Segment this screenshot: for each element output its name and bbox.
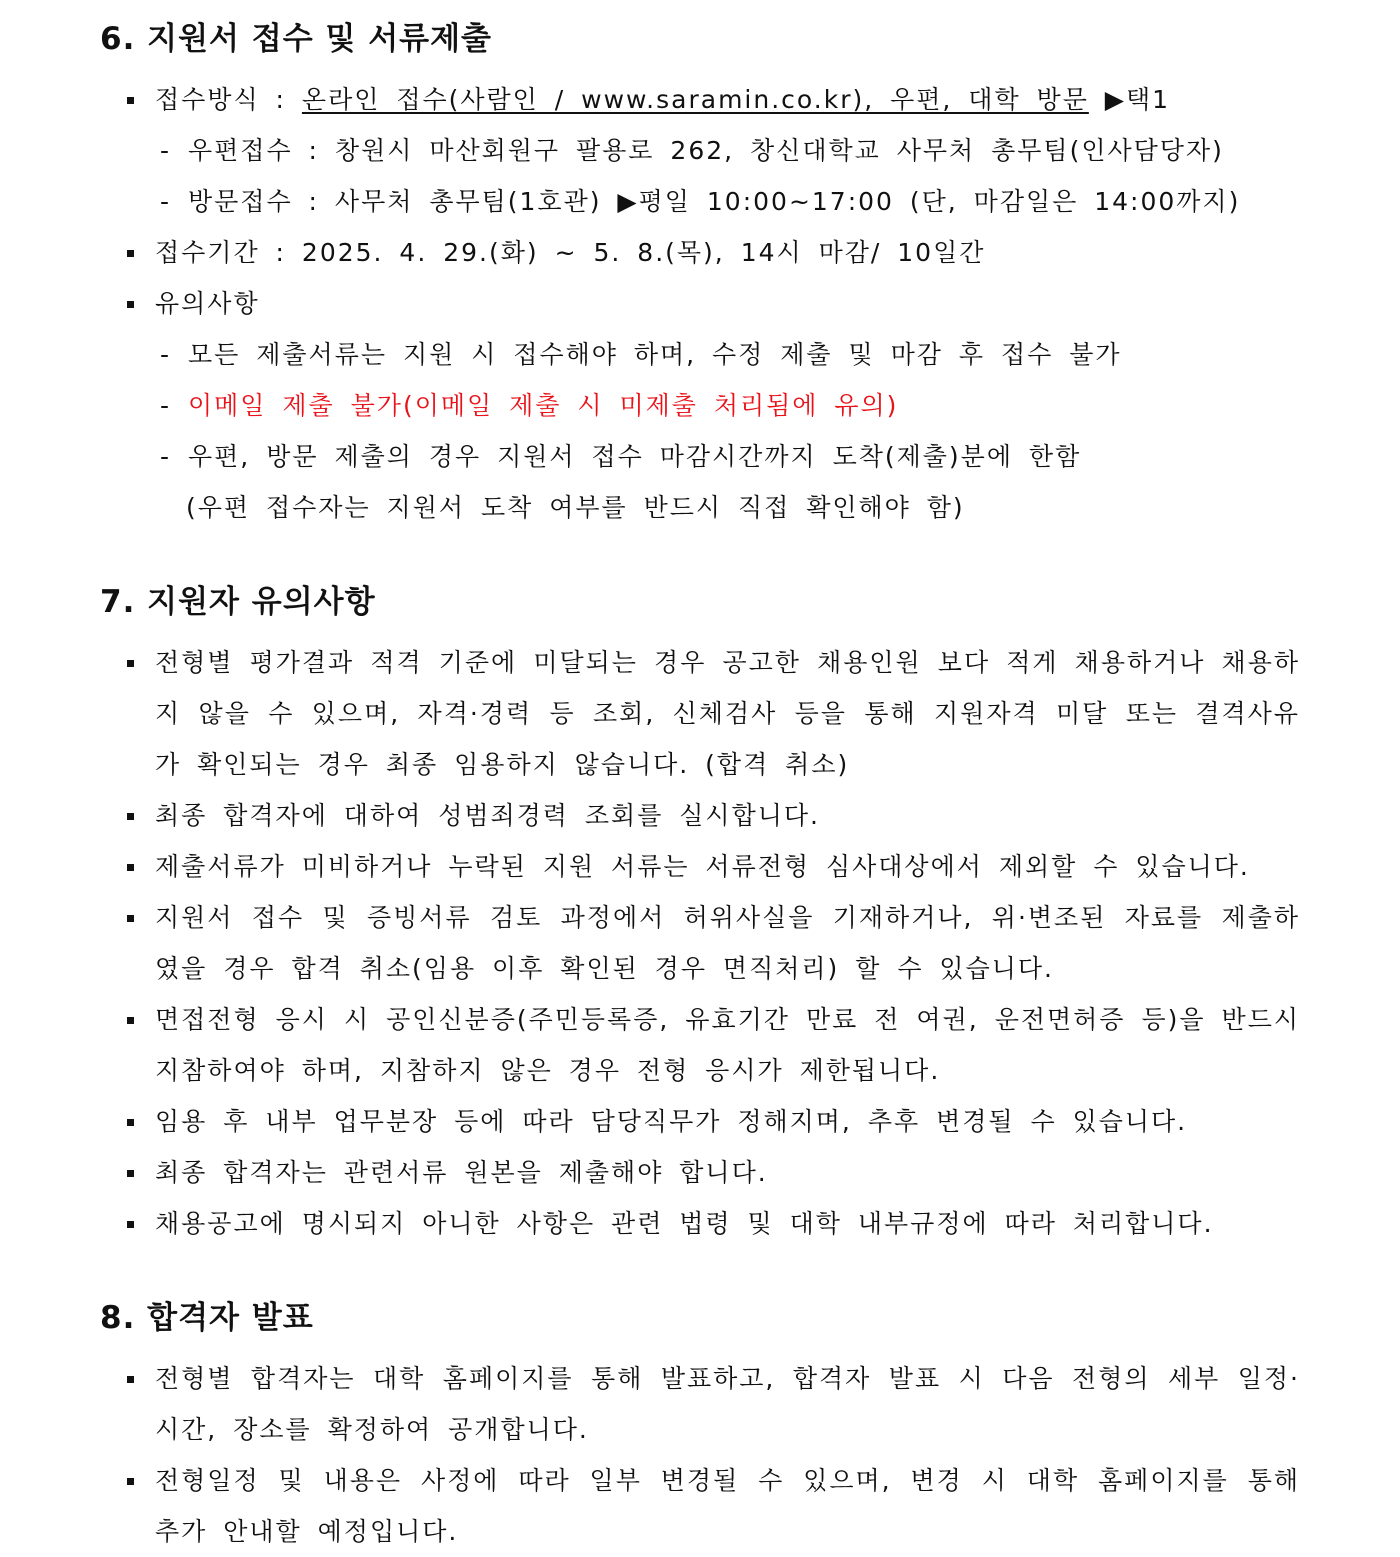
list-item <box>0 74 1400 125</box>
sub-item <box>0 329 1400 380</box>
list-item <box>0 1096 1400 1147</box>
bullet-square-icon <box>127 1170 134 1177</box>
list-item <box>0 637 1400 790</box>
bullet-square-icon <box>127 813 134 820</box>
note-text: 모든 제출서류는 지원 시 접수해야 하며, 수정 제출 및 마감 후 접수 불가 <box>188 340 1122 369</box>
item-text: 임용 후 내부 업무분장 등에 따라 담당직무가 정해지며, 추후 변경될 수 있습니다. <box>155 1107 1188 1136</box>
sub-item <box>0 176 1400 227</box>
list-item <box>0 278 1400 329</box>
bullet-square-icon <box>127 1017 134 1024</box>
bullet-square-icon <box>127 864 134 871</box>
bullet-square-icon <box>127 1478 134 1485</box>
list-item <box>0 841 1400 892</box>
item-text: 제출서류가 미비하거나 누락된 지원 서류는 서류전형 심사대상에서 제외할 수 있습니다. <box>155 852 1250 881</box>
section-heading: 6. 지원서 접수 및 서류제출 <box>100 21 492 57</box>
item-text: 면접전형 응시 시 공인신분증(주민등록증, 유효기간 만료 전 여권, 운전면허증 등)을 반드시 지참하여야 하며, 지참하지 않은 경우 전형 응시가 제한됩니다. <box>155 1005 1300 1085</box>
section-application <box>0 14 1400 533</box>
item-text: 최종 합격자는 관련서류 원본을 제출해야 합니다. <box>155 1158 768 1187</box>
sub-item-warning <box>0 380 1400 431</box>
method-label: 접수방식 : <box>155 85 302 114</box>
item-text: 전형별 평가결과 적격 기준에 미달되는 경우 공고한 채용인원 보다 적게 채용하거나 채용하지 않을 수 있으며, 자격·경력 등 조회, 신체검사 등을 통해 지원자격 미달 또는 결격사유가 확인되는 경우 최종 임용하지 않습니다. (합격 취소) <box>155 648 1300 779</box>
sub-item <box>0 125 1400 176</box>
item-text: 전형일정 및 내용은 사정에 따라 일부 변경될 수 있으며, 변경 시 대학 홈페이지를 통해 추가 안내할 예정입니다. <box>155 1466 1300 1546</box>
item-text: 최종 합격자에 대하여 성범죄경력 조회를 실시합니다. <box>155 801 820 830</box>
list-item <box>0 892 1400 994</box>
section-heading: 7. 지원자 유의사항 <box>100 584 376 620</box>
visit-receipt: 방문접수 : 사무처 총무팀(1호관) ▶평일 10:00~17:00 (단, 마감일은 14:00까지) <box>188 187 1241 216</box>
dash-marker: - <box>160 340 172 369</box>
receipt-period: 접수기간 : 2025. 4. 29.(화) ~ 5. 8.(목), 14시 마감/ 10일간 <box>155 238 986 267</box>
list-item <box>0 994 1400 1096</box>
bullet-square-icon <box>127 1119 134 1126</box>
post-receipt: 우편접수 : 창원시 마산회원구 팔용로 262, 창신대학교 사무처 총무팀(인사담당자) <box>188 136 1224 165</box>
list-item <box>0 1198 1400 1249</box>
bullet-square-icon <box>127 301 134 308</box>
list-item <box>0 1353 1400 1455</box>
list-item <box>0 790 1400 841</box>
section-announcement <box>0 1293 1400 1557</box>
bullet-square-icon <box>127 250 134 257</box>
dash-marker: - <box>160 187 172 216</box>
item-text: 지원서 접수 및 증빙서류 검토 과정에서 허위사실을 기재하거나, 위·변조된 자료를 제출하였을 경우 합격 취소(임용 이후 확인된 경우 면직처리) 할 수 있습니다. <box>155 903 1300 983</box>
list-item <box>0 1147 1400 1198</box>
method-suffix: ▶택1 <box>1088 85 1171 114</box>
note-continuation: (우편 접수자는 지원서 도착 여부를 반드시 직접 확인해야 함) <box>186 493 965 522</box>
section-heading: 8. 합격자 발표 <box>100 1300 314 1336</box>
section-applicant-notes <box>0 577 1400 1249</box>
email-warning: 이메일 제출 불가(이메일 제출 시 미제출 처리됨에 유의) <box>188 391 899 420</box>
dash-marker: - <box>160 136 172 165</box>
sub-item <box>0 431 1400 482</box>
dash-marker: - <box>160 391 172 420</box>
method-value: 온라인 접수(사람인 / www.saramin.co.kr), 우편, 대학 방문 <box>301 85 1089 114</box>
note-text: 우편, 방문 제출의 경우 지원서 접수 마감시간까지 도착(제출)분에 한함 <box>188 442 1082 471</box>
item-text: 전형별 합격자는 대학 홈페이지를 통해 발표하고, 합격자 발표 시 다음 전형의 세부 일정·시간, 장소를 확정하여 공개합니다. <box>155 1364 1300 1444</box>
item-text: 채용공고에 명시되지 아니한 사항은 관련 법령 및 대학 내부규정에 따라 처리합니다. <box>155 1209 1214 1238</box>
bullet-square-icon <box>127 1376 134 1383</box>
dash-marker: - <box>160 442 172 471</box>
bullet-square-icon <box>127 1221 134 1228</box>
bullet-square-icon <box>127 915 134 922</box>
notes-title: 유의사항 <box>155 289 260 318</box>
list-item <box>0 227 1400 278</box>
list-item <box>0 1455 1400 1557</box>
bullet-square-icon <box>127 660 134 667</box>
bullet-square-icon <box>127 97 134 104</box>
